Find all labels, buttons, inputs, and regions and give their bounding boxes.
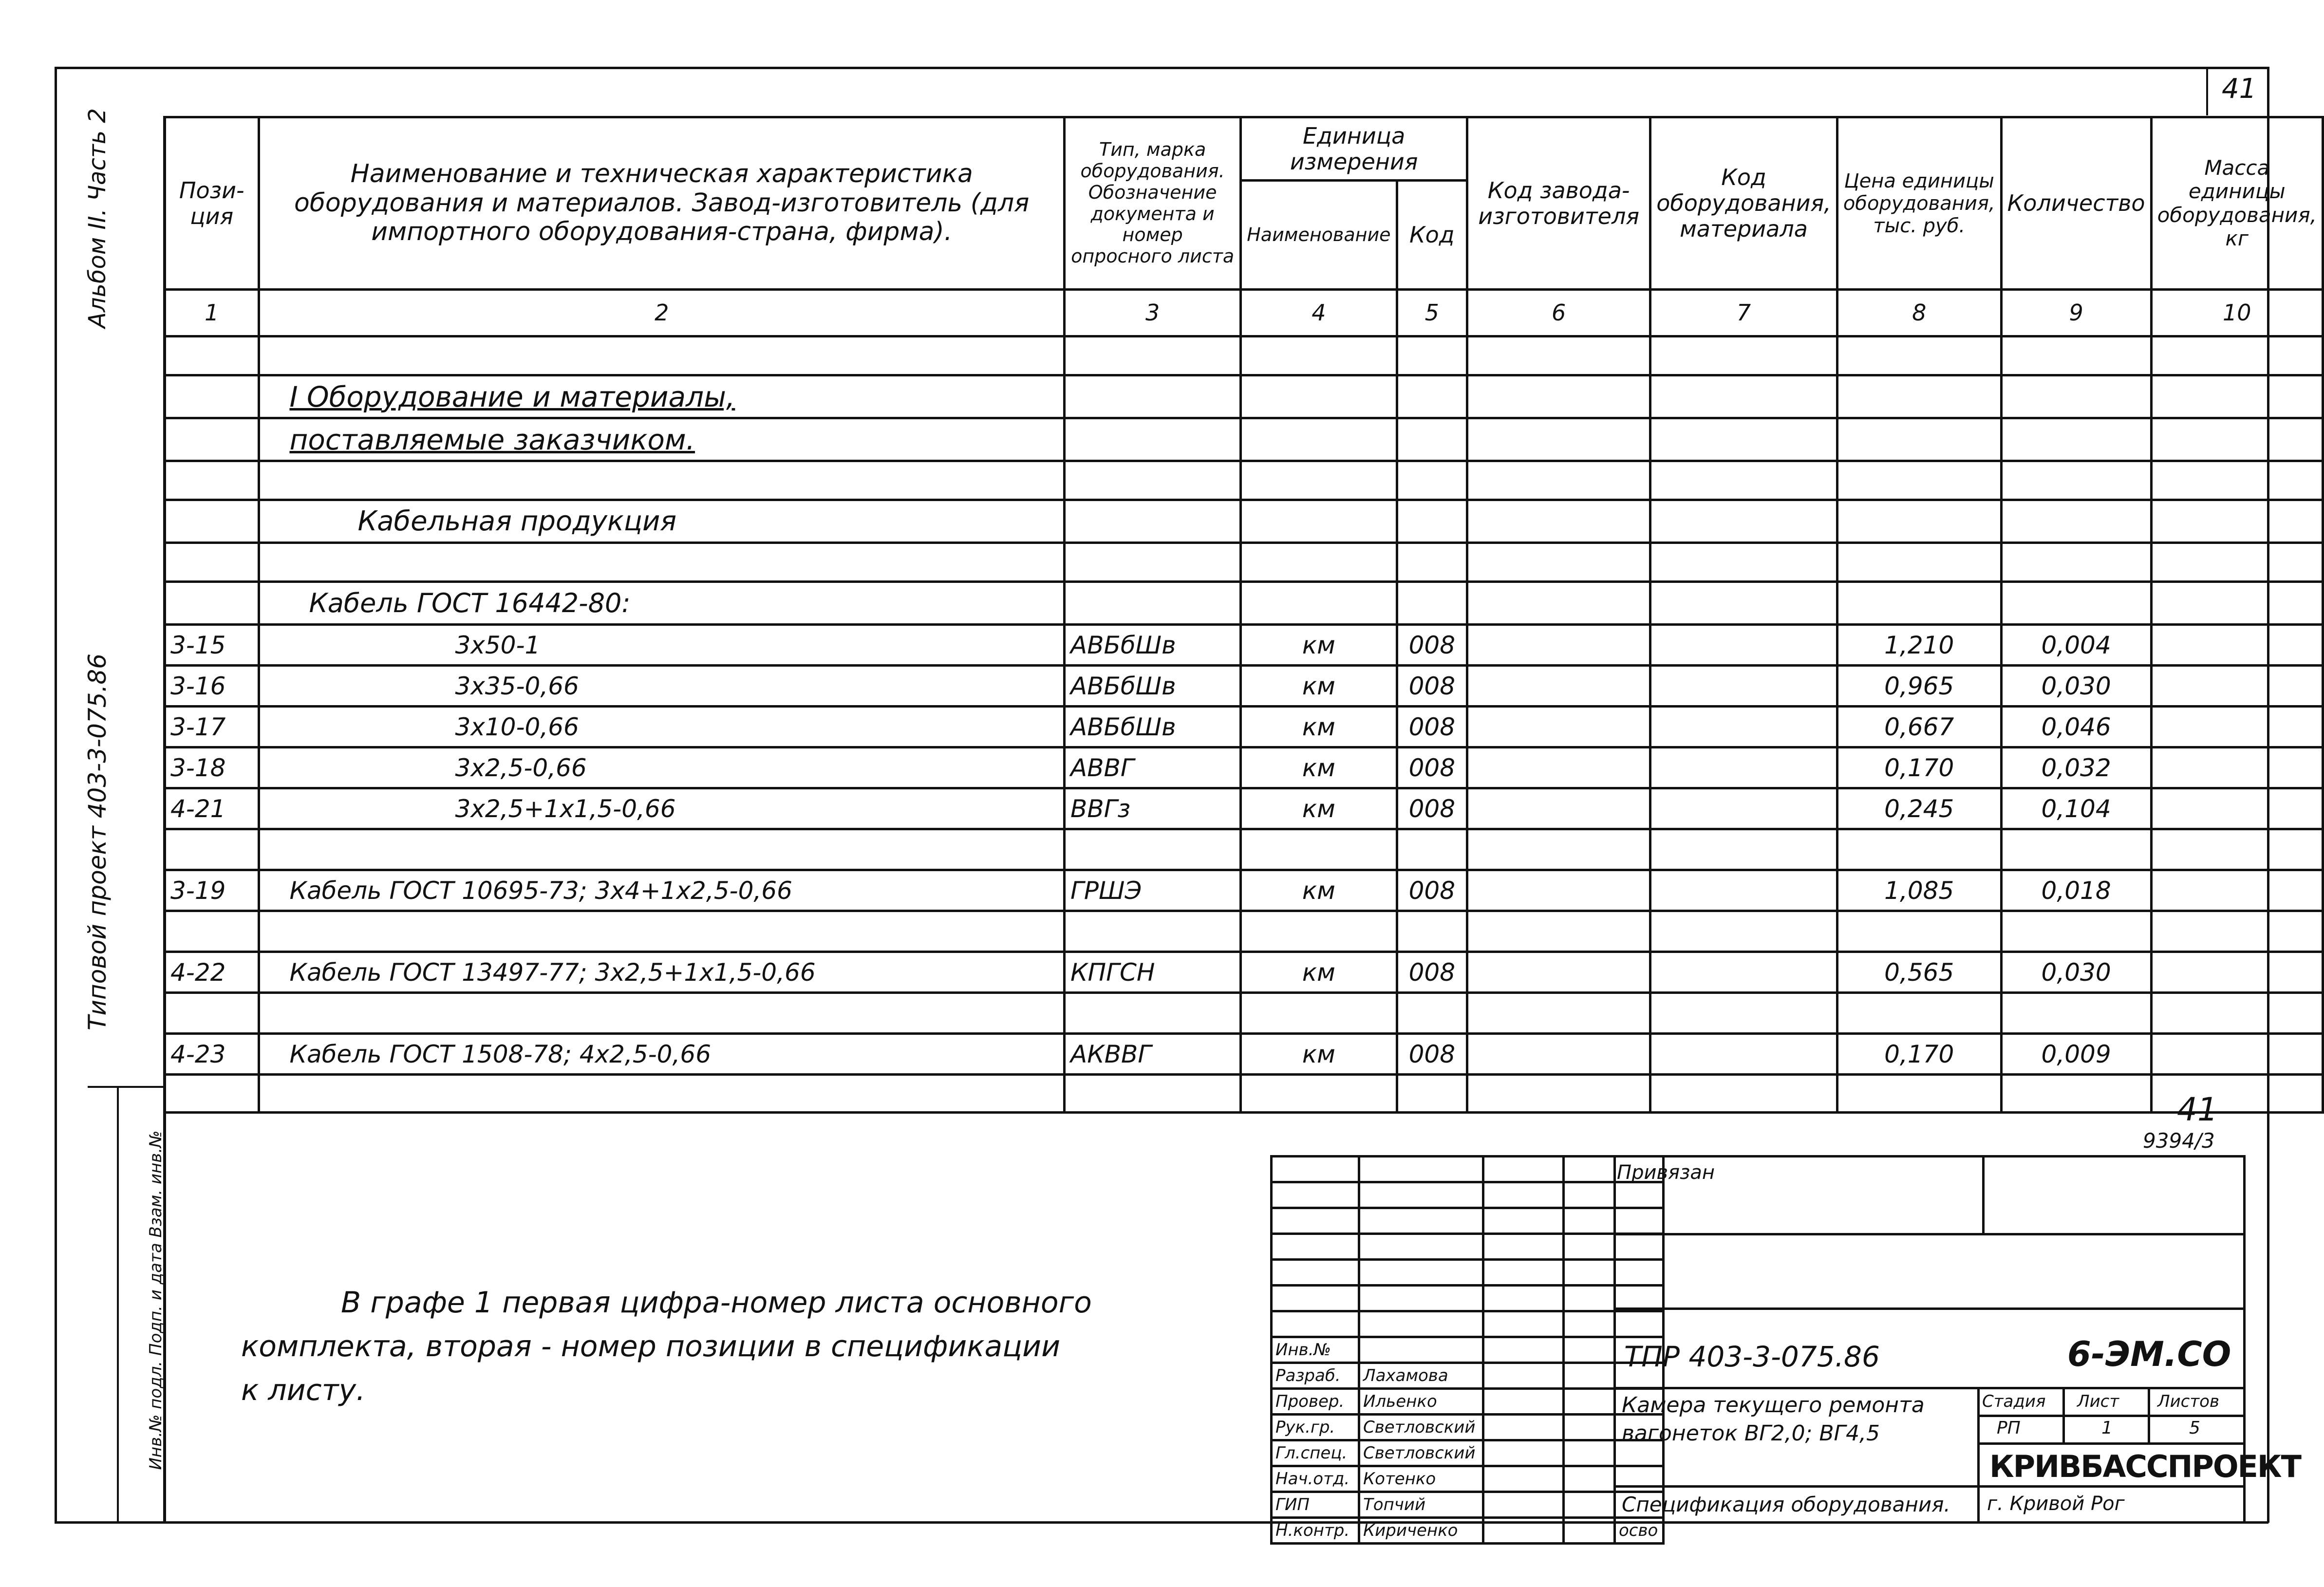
table-row xyxy=(165,1075,2323,1113)
cell-position: 4-23 xyxy=(165,1034,259,1075)
tb-v-sheet xyxy=(2148,1387,2150,1444)
organization-name: КРИВБАССПРОЕКТ xyxy=(1989,1449,2301,1484)
cell-name: 3х10-0,66 xyxy=(259,707,1065,747)
cell-type: АВБбШв xyxy=(1065,707,1241,747)
header-name: Наименование и техническая характеристика оборудования и материалов. Завод-изготовитель (для импортного оборудования-страна, фирма). xyxy=(259,117,1065,290)
name-developer: Лахамова xyxy=(1359,1363,1483,1389)
table-row xyxy=(165,375,2323,418)
table-row xyxy=(165,1034,2323,1075)
name-gip: Топчий xyxy=(1359,1492,1483,1518)
cell-type: АВБбШв xyxy=(1065,625,1241,666)
side-label-album: Альбом II. Часть 2 xyxy=(84,108,111,328)
cell-position: 3-18 xyxy=(165,747,259,788)
role-group-head: Рук.гр. xyxy=(1272,1415,1359,1440)
column-number-9: 9 xyxy=(2001,290,2151,336)
cell-code: 008 xyxy=(1397,1034,1467,1075)
column-number-5: 5 xyxy=(1397,290,1467,336)
table-row xyxy=(165,461,2323,500)
tb-h1 xyxy=(1613,1233,2245,1235)
cell-quantity: 0,046 xyxy=(2001,707,2151,747)
table-row xyxy=(165,911,2323,952)
table-row xyxy=(165,625,2323,666)
table-row xyxy=(165,666,2323,707)
cell-code: 008 xyxy=(1397,952,1467,993)
table-row xyxy=(165,952,2323,993)
cell-type: ГРШЭ xyxy=(1065,870,1241,911)
note-line-3: к листу. xyxy=(241,1373,366,1407)
header-unit-name: Наименование xyxy=(1241,181,1397,290)
frame-top xyxy=(55,67,2268,69)
cell-quantity: 0,009 xyxy=(2001,1034,2151,1075)
cell-position: 3-19 xyxy=(165,870,259,911)
header-equipment-code: Код оборудования, материала xyxy=(1650,117,1837,290)
cell-position: 3-15 xyxy=(165,625,259,666)
cell-quantity: 0,104 xyxy=(2001,788,2151,829)
cell-price: 1,085 xyxy=(1837,870,2001,911)
cell-name: 3х2,5+1х1,5-0,66 xyxy=(259,788,1065,829)
cell-unit: км xyxy=(1241,1034,1397,1075)
name-dept-head: Котенко xyxy=(1359,1466,1483,1492)
tb-h6 xyxy=(1613,1485,2245,1488)
cell-price: 0,565 xyxy=(1837,952,2001,993)
cell-position: 4-21 xyxy=(165,788,259,829)
role-developer: Разраб. xyxy=(1272,1363,1359,1389)
header-unit-group: Единица измерения xyxy=(1241,117,1467,181)
cell-position: 3-16 xyxy=(165,666,259,707)
tb-v-stage xyxy=(2062,1387,2065,1444)
cell-unit: км xyxy=(1241,870,1397,911)
frame-bottom xyxy=(55,1521,2268,1524)
header-price: Цена единицы оборудования, тыс. руб. xyxy=(1837,117,2001,290)
doc-number: ТПР 403-3-075.86 xyxy=(1624,1340,1880,1373)
cell-unit: км xyxy=(1241,625,1397,666)
cell-quantity: 0,030 xyxy=(2001,666,2151,707)
note-line-1: В графе 1 первая цифра-номер листа основного xyxy=(341,1286,1092,1320)
role-norm-control: Н.контр. xyxy=(1272,1518,1359,1544)
tb-h2 xyxy=(1613,1307,2245,1310)
cell-code: 008 xyxy=(1397,870,1467,911)
spec-label: Спецификация оборудования. xyxy=(1622,1493,1950,1516)
privyazan-label: Привязан xyxy=(1617,1161,1715,1184)
tb-h4 xyxy=(1977,1415,2245,1417)
tb-h3 xyxy=(1613,1387,2245,1389)
stage-value: РП xyxy=(1997,1418,2021,1438)
name-group-head: Светловский xyxy=(1359,1415,1483,1440)
cell-name: Кабель ГОСТ 1508-78; 4х2,5-0,66 xyxy=(259,1034,1065,1075)
cell-name: 3х50-1 xyxy=(259,625,1065,666)
cell-position: 4-22 xyxy=(165,952,259,993)
sheet-number-box-left xyxy=(2206,67,2208,115)
cell-quantity: 0,018 xyxy=(2001,870,2151,911)
table-row xyxy=(165,336,2323,375)
cell-quantity: 0,030 xyxy=(2001,952,2151,993)
header-type: Тип, марка оборудования. Обозначение документа и номер опросного листа xyxy=(1065,117,1241,290)
cell-price: 0,667 xyxy=(1837,707,2001,747)
name-checker: Ильенко xyxy=(1359,1389,1483,1415)
cell-price: 0,170 xyxy=(1837,1034,2001,1075)
name-chief-specialist: Светловский xyxy=(1359,1440,1483,1466)
cell-name: Кабель ГОСТ 10695-73; 3х4+1х2,5-0,66 xyxy=(259,870,1065,911)
tb-line-privyazan xyxy=(1982,1155,1985,1233)
cell-type: АКВВГ xyxy=(1065,1034,1241,1075)
cell-unit: км xyxy=(1241,952,1397,993)
cell-unit: км xyxy=(1241,788,1397,829)
inventory-strip-line xyxy=(117,1086,119,1522)
column-number-4: 4 xyxy=(1241,290,1397,336)
page-mark: 41 xyxy=(2177,1091,2218,1128)
table-row xyxy=(165,418,2323,461)
header-quantity: Количество xyxy=(2001,117,2151,290)
sheets-value: 5 xyxy=(2189,1418,2200,1438)
sheets-label: Листов xyxy=(2157,1392,2220,1411)
doc-code: 6-ЭМ.СО xyxy=(2067,1334,2231,1374)
sheet-label: Лист xyxy=(2077,1392,2119,1411)
table-row xyxy=(165,543,2323,582)
table-row xyxy=(165,870,2323,911)
table-row xyxy=(165,582,2323,625)
tb-v-desc xyxy=(1977,1387,1980,1523)
column-number-1: 1 xyxy=(165,290,259,336)
subsection-title: Кабельная продукция xyxy=(259,500,1065,543)
column-number-6: 6 xyxy=(1467,290,1650,336)
column-number-7: 7 xyxy=(1650,290,1837,336)
cell-unit: км xyxy=(1241,666,1397,707)
sheet-value: 1 xyxy=(2101,1418,2113,1438)
inventory-strip-top xyxy=(88,1086,166,1088)
tb-h5 xyxy=(1977,1442,2245,1445)
cell-name: 3х35-0,66 xyxy=(259,666,1065,707)
cell-type: ВВГз xyxy=(1065,788,1241,829)
note-line-2: комплекта, вторая - номер позиции в спецификации xyxy=(241,1329,1061,1363)
header-position: Пози-ция xyxy=(165,117,259,290)
tb-top xyxy=(1613,1155,2245,1158)
section-title-line1: I Оборудование и материалы, xyxy=(259,375,1065,418)
table-row xyxy=(165,993,2323,1034)
cell-unit: км xyxy=(1241,707,1397,747)
cell-code: 008 xyxy=(1397,707,1467,747)
cell-name: 3х2,5-0,66 xyxy=(259,747,1065,788)
cell-code: 008 xyxy=(1397,788,1467,829)
specification-table xyxy=(163,116,2324,1114)
role-checker: Провер. xyxy=(1272,1389,1359,1415)
cell-type: АВВГ xyxy=(1065,747,1241,788)
header-factory-code: Код завода-изготовителя xyxy=(1467,117,1650,290)
side-label-inventory: Инв.№ подл. Подп. и дата Взам. инв.№ xyxy=(146,1130,166,1470)
inv-no-label: Инв.№ xyxy=(1272,1337,1359,1363)
column-number-3: 3 xyxy=(1065,290,1241,336)
table-row xyxy=(165,500,2323,543)
frame-left xyxy=(55,67,57,1523)
role-gip: ГИП xyxy=(1272,1492,1359,1518)
osv-label: осво xyxy=(1615,1518,1664,1544)
cell-quantity: 0,004 xyxy=(2001,625,2151,666)
sheet-number: 41 xyxy=(2222,73,2257,105)
description-line-2: вагонеток ВГ2,0; ВГ4,5 xyxy=(1622,1421,1880,1446)
cell-code: 008 xyxy=(1397,625,1467,666)
cell-price: 1,210 xyxy=(1837,625,2001,666)
cell-price: 0,170 xyxy=(1837,747,2001,788)
cell-unit: км xyxy=(1241,747,1397,788)
side-label-project: Типовой проект 403-3-075.86 xyxy=(83,653,112,1031)
title-block-signatures xyxy=(1270,1155,1665,1545)
group-label: Кабель ГОСТ 16442-80: xyxy=(259,582,1065,625)
cell-price: 0,245 xyxy=(1837,788,2001,829)
cell-type: АВБбШв xyxy=(1065,666,1241,707)
table-row xyxy=(165,788,2323,829)
cell-name: Кабель ГОСТ 13497-77; 3х2,5+1х1,5-0,66 xyxy=(259,952,1065,993)
column-number-8: 8 xyxy=(1837,290,2001,336)
header-unit-code: Код xyxy=(1397,181,1467,290)
table-row xyxy=(165,829,2323,870)
role-dept-head: Нач.отд. xyxy=(1272,1466,1359,1492)
role-chief-specialist: Гл.спец. xyxy=(1272,1440,1359,1466)
stage-label: Стадия xyxy=(1982,1392,2046,1411)
city-label: г. Кривой Рог xyxy=(1987,1493,2125,1515)
cell-type: КПГСН xyxy=(1065,952,1241,993)
description-line-1: Камера текущего ремонта xyxy=(1622,1393,1925,1418)
column-number-2: 2 xyxy=(259,290,1065,336)
section-title-line2: поставляемые заказчиком. xyxy=(259,418,1065,461)
cell-code: 008 xyxy=(1397,747,1467,788)
cell-price: 0,965 xyxy=(1837,666,2001,707)
cell-position: 3-17 xyxy=(165,707,259,747)
cell-quantity: 0,032 xyxy=(2001,747,2151,788)
table-row xyxy=(165,707,2323,747)
table-row xyxy=(165,747,2323,788)
cell-code: 008 xyxy=(1397,666,1467,707)
archive-number: 9394/3 xyxy=(2143,1129,2215,1153)
name-norm-control: Кириченко xyxy=(1359,1518,1483,1544)
column-number-10: 10 xyxy=(2151,290,2323,336)
header-mass: Масса единицы оборудования, кг xyxy=(2151,117,2323,290)
